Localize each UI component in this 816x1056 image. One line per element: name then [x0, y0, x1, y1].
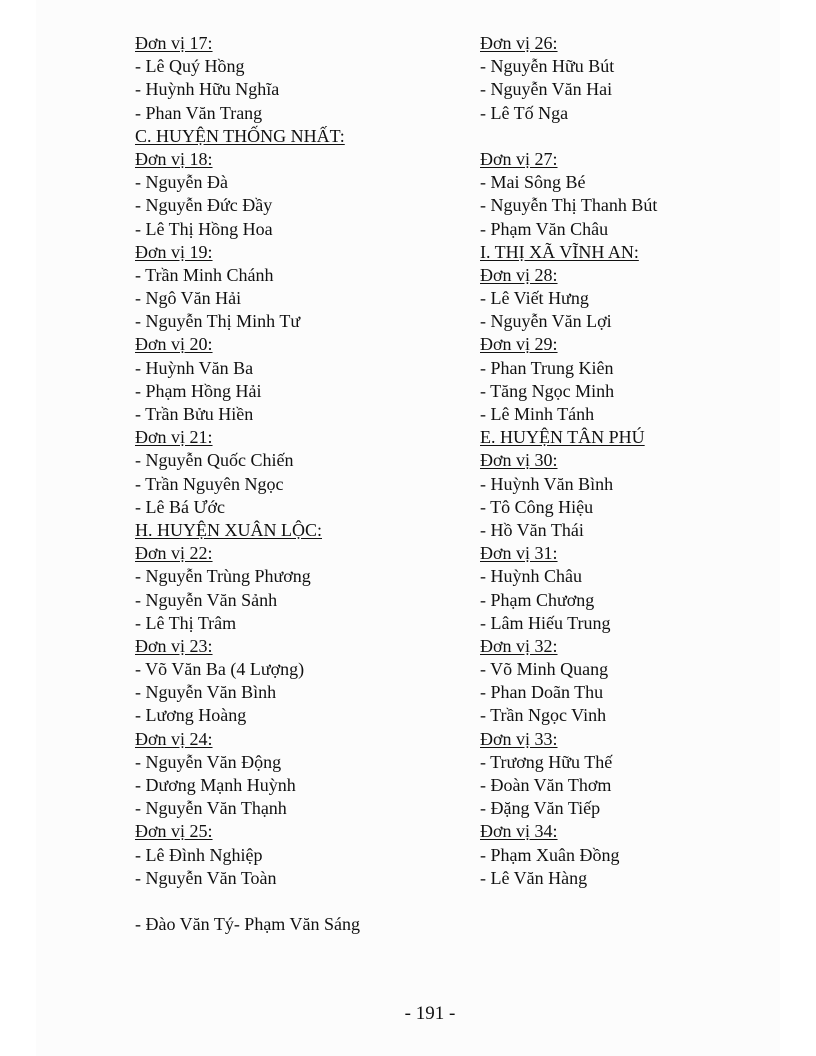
member-name: - Lê Thị Trâm	[135, 612, 237, 633]
unit-heading: Đơn vị 24:	[135, 728, 213, 749]
member-name: - Nguyễn Văn Toàn	[135, 867, 277, 888]
unit-heading: Đơn vị 33:	[480, 728, 558, 749]
left-column	[135, 32, 455, 936]
member-name: - Nguyễn Văn Động	[135, 751, 282, 772]
unit-heading: Đơn vị 30:	[480, 450, 558, 471]
spacer	[135, 890, 455, 913]
member-name: - Phan Trung Kiên	[480, 357, 614, 378]
district-heading: C. HUYỆN THỐNG NHẤT:	[135, 125, 345, 146]
member-name: - Nguyễn Văn Sảnh	[135, 589, 278, 610]
unit-heading: Đơn vị 34:	[480, 821, 558, 842]
member-name: - Phạm Xuân Đồng	[480, 844, 620, 865]
member-name: - Phạm Hồng Hải	[135, 380, 262, 401]
member-name: - Trần Nguyên Ngọc	[135, 473, 284, 494]
member-name: - Trương Hữu Thế	[480, 751, 613, 772]
member-name: - Lâm Hiếu Trung	[480, 612, 611, 633]
member-name: - Lê Thị Hồng Hoa	[135, 218, 273, 239]
spacer	[480, 125, 780, 148]
member-name: - Nguyễn Đức Đầy	[135, 195, 273, 216]
member-name: - Lê Tố Nga	[480, 102, 569, 123]
member-name: - Tô Công Hiệu	[480, 496, 594, 517]
member-name: - Lê Đình Nghiệp	[135, 844, 263, 865]
member-name: - Nguyễn Văn Thạnh	[135, 798, 287, 819]
member-name: - Tăng Ngọc Minh	[480, 380, 615, 401]
member-name: - Lương Hoàng	[135, 705, 247, 726]
unit-heading: Đơn vị 25:	[135, 821, 213, 842]
member-name: - Phan Doãn Thu	[480, 682, 604, 703]
member-name: - Nguyễn Thị Thanh Bút	[480, 195, 658, 216]
member-name: - Nguyễn Trùng Phương	[135, 566, 311, 587]
member-name: - Mai Sông Bé	[480, 172, 586, 193]
unit-heading: Đơn vị 31:	[480, 543, 558, 564]
member-name: - Đoàn Văn Thơm	[480, 775, 612, 795]
member-name: - Huỳnh Châu	[480, 566, 582, 587]
unit-heading: Đơn vị 17:	[135, 33, 213, 53]
member-name: - Trần Bửu Hiền	[135, 404, 254, 424]
member-name: - Dương Mạnh Huỳnh	[135, 775, 296, 795]
member-name: - Nguyễn Văn Lợi	[480, 311, 612, 332]
member-name: - Nguyễn Văn Hai	[480, 79, 613, 100]
member-name: - Huỳnh Văn Bình	[480, 473, 614, 494]
member-name: - Trần Ngọc Vinh	[480, 705, 607, 726]
unit-heading: Đơn vị 26:	[480, 33, 558, 53]
member-name: - Nguyễn Hữu Bút	[480, 56, 615, 77]
member-name: - Lê Viết Hưng	[480, 288, 589, 309]
unit-heading: Đơn vị 18:	[135, 148, 213, 169]
unit-heading: Đơn vị 19:	[135, 241, 213, 262]
member-name: - Võ Văn Ba (4 Lượng)	[135, 659, 305, 680]
member-name: - Nguyễn Đà	[135, 172, 228, 193]
district-heading: H. HUYỆN XUÂN LỘC:	[135, 519, 322, 540]
member-name: - Nguyễn Thị Minh Tư	[135, 311, 301, 332]
unit-heading: Đơn vị 22:	[135, 543, 213, 564]
member-name: - Lê Minh Tánh	[480, 404, 595, 424]
member-name: - Phan Văn Trang	[135, 102, 263, 123]
member-name: - Đào Văn Tý- Phạm Văn Sáng	[135, 914, 360, 935]
member-name: - Nguyễn Quốc Chiến	[135, 450, 294, 471]
right-column	[480, 32, 780, 890]
unit-heading: Đơn vị 27:	[480, 148, 558, 169]
member-name: - Lê Văn Hàng	[480, 867, 588, 888]
member-name: - Lê Bá Ước	[135, 496, 225, 517]
unit-heading: Đơn vị 21:	[135, 427, 213, 448]
member-name: - Đặng Văn Tiếp	[480, 798, 601, 819]
member-name: - Huỳnh Hữu Nghĩa	[135, 79, 280, 100]
member-name: - Phạm Chương	[480, 589, 595, 610]
district-heading: E. HUYỆN TÂN PHÚ	[480, 427, 645, 448]
page-number: - 191 -	[404, 1003, 456, 1024]
unit-heading: Đơn vị 23:	[135, 635, 213, 656]
district-heading: I. THỊ XÃ VĨNH AN:	[480, 241, 639, 262]
member-name: - Phạm Văn Châu	[480, 218, 609, 239]
member-name: - Trần Minh Chánh	[135, 264, 274, 285]
member-name: - Lê Quý Hồng	[135, 56, 245, 77]
unit-heading: Đơn vị 20:	[135, 334, 213, 355]
member-name: - Ngô Văn Hải	[135, 288, 242, 309]
unit-heading: Đơn vị 32:	[480, 635, 558, 656]
member-name: - Hồ Văn Thái	[480, 519, 584, 540]
member-name: - Võ Minh Quang	[480, 659, 609, 680]
member-name: - Huỳnh Văn Ba	[135, 357, 254, 378]
unit-heading: Đơn vị 28:	[480, 264, 558, 285]
unit-heading: Đơn vị 29:	[480, 334, 558, 355]
member-name: - Nguyễn Văn Bình	[135, 682, 277, 703]
